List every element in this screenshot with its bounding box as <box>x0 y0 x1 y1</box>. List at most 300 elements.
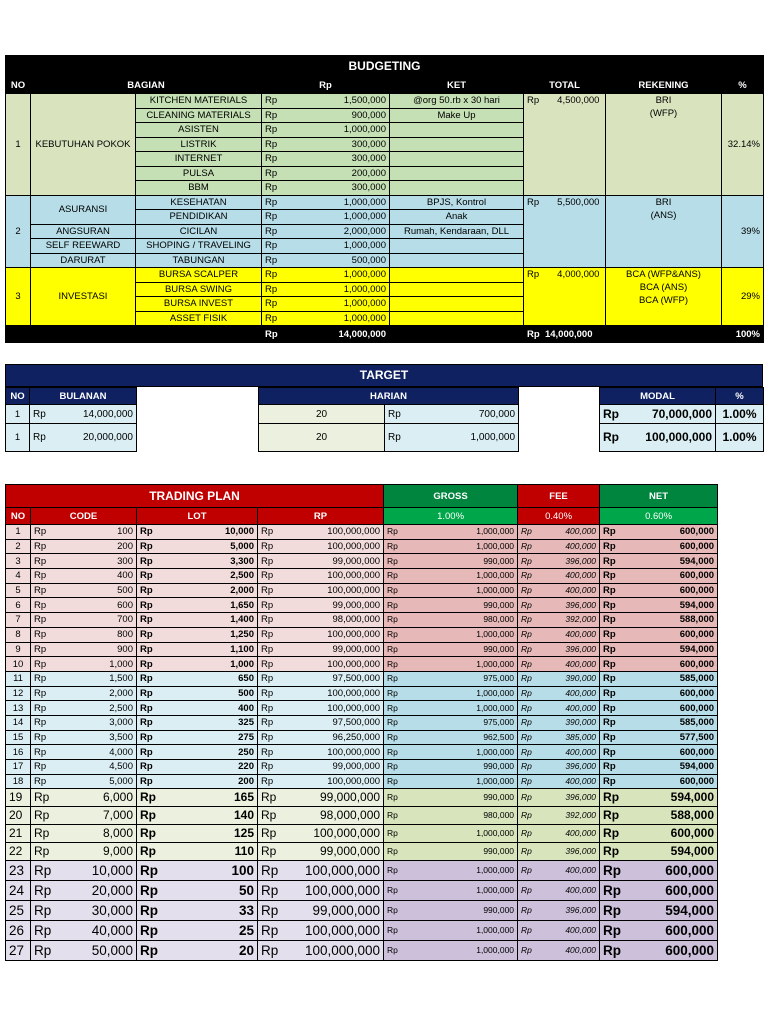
col-rp: Rp <box>262 77 390 94</box>
rp-cell <box>137 554 258 569</box>
rp-symbol: Rp <box>387 687 398 698</box>
rp-value: 1,000,000 <box>476 658 515 669</box>
rp-symbol: Rp <box>265 138 278 150</box>
rp-symbol: Rp <box>265 225 278 237</box>
rp-cell <box>262 108 390 123</box>
rp-symbol: Rp <box>261 776 274 788</box>
rp-value: 2,500 <box>109 702 133 714</box>
item-name: BURSA INVEST <box>136 297 262 312</box>
rp-value: 990,000 <box>483 599 515 610</box>
rp-symbol: Rp <box>387 731 398 742</box>
target-bulanan-table <box>5 387 137 452</box>
group-rekening <box>606 195 722 268</box>
trading-plan-table <box>5 484 718 961</box>
rp-symbol: Rp <box>140 555 153 567</box>
trade-no: 8 <box>6 627 31 642</box>
trade-no: 3 <box>6 554 31 569</box>
rp-cell <box>31 901 137 921</box>
rp-symbol: Rp <box>387 885 398 896</box>
rp-symbol: Rp <box>387 614 398 625</box>
rp-cell <box>262 195 390 210</box>
rp-cell <box>518 525 600 540</box>
group-sub-bagian: ASURANSI <box>31 195 136 224</box>
trade-col-lot: LOT <box>137 508 258 525</box>
rp-cell <box>262 152 390 167</box>
rp-value: 99,000,000 <box>332 599 381 611</box>
rp-value: 500 <box>238 687 254 699</box>
rp-symbol: Rp <box>34 658 47 670</box>
col-bagian: BAGIAN <box>31 77 262 94</box>
rp-value: 40,000 <box>91 923 133 939</box>
rp-cell <box>137 715 258 730</box>
rp-symbol: Rp <box>387 846 398 857</box>
rp-cell <box>137 598 258 613</box>
rp-cell <box>384 745 518 760</box>
rp-symbol: Rp <box>603 687 616 699</box>
rp-cell <box>384 760 518 775</box>
rp-cell <box>600 825 718 843</box>
rp-cell <box>137 613 258 628</box>
budget-row <box>6 94 764 109</box>
rp-symbol: Rp <box>265 254 278 266</box>
rp-cell <box>31 642 137 657</box>
rp-symbol: Rp <box>140 687 153 699</box>
trading-plan-title: TRADING PLAN <box>6 485 384 508</box>
rp-symbol: Rp <box>261 790 277 805</box>
rp-value: 1,000 <box>230 658 254 670</box>
rp-value: 100,000,000 <box>327 702 381 714</box>
rp-cell <box>262 297 390 312</box>
rp-value: 125 <box>233 826 254 841</box>
item-ket <box>390 166 524 181</box>
rp-symbol: Rp <box>34 731 47 743</box>
rp-value: 200,000 <box>351 167 386 179</box>
rp-symbol: Rp <box>261 761 274 773</box>
rp-cell <box>384 539 518 554</box>
rp-value: 975,000 <box>483 717 515 728</box>
rp-symbol: Rp <box>33 432 46 443</box>
rp-value: 1,000 <box>109 658 133 670</box>
trade-no: 9 <box>6 642 31 657</box>
rp-cell <box>600 642 718 657</box>
rp-symbol: Rp <box>521 643 532 654</box>
rp-symbol: Rp <box>265 124 278 136</box>
rp-symbol: Rp <box>265 109 278 121</box>
rp-value: 594,000 <box>670 844 715 859</box>
rp-symbol: Rp <box>265 167 278 179</box>
rp-symbol: Rp <box>34 746 47 758</box>
rp-cell <box>137 686 258 701</box>
item-ket <box>390 181 524 196</box>
rp-cell <box>262 239 390 254</box>
rp-cell <box>384 774 518 789</box>
rp-value: 20,000,000 <box>82 432 133 443</box>
rp-symbol: Rp <box>603 702 616 714</box>
rp-value: 4,000 <box>109 746 133 758</box>
rp-value: 7,000 <box>102 808 133 823</box>
rp-symbol: Rp <box>140 702 153 714</box>
rp-symbol: Rp <box>603 430 619 444</box>
rp-value: 2,000 <box>109 687 133 699</box>
rp-symbol: Rp <box>603 883 622 899</box>
rp-symbol: Rp <box>388 408 401 420</box>
rp-cell <box>518 627 600 642</box>
rp-cell <box>262 253 390 268</box>
rp-cell <box>600 774 718 789</box>
rp-cell <box>384 921 518 941</box>
rp-cell <box>384 789 518 807</box>
rp-symbol: Rp <box>140 883 158 899</box>
rp-symbol: Rp <box>34 826 50 841</box>
rp-value: 1,000,000 <box>476 526 515 537</box>
rp-symbol: Rp <box>261 570 274 582</box>
rp-symbol: Rp <box>261 702 274 714</box>
total-value: 4,500,000 <box>557 95 600 106</box>
rp-value: 1,400 <box>230 614 254 626</box>
trade-row <box>6 583 718 598</box>
target-title <box>5 364 763 387</box>
rp-value: 396,000 <box>565 905 597 916</box>
rp-symbol: Rp <box>603 731 616 743</box>
trade-row <box>6 539 718 554</box>
rp-cell <box>258 730 384 745</box>
rp-symbol: Rp <box>34 526 47 538</box>
rp-cell <box>31 715 137 730</box>
item-name: LISTRIK <box>136 137 262 152</box>
rp-value: 10,000 <box>91 863 133 879</box>
rp-value: 30,000 <box>91 903 133 919</box>
rp-value: 98,000,000 <box>319 808 381 823</box>
rp-value: 700,000 <box>478 408 516 420</box>
rp-symbol: Rp <box>261 643 274 655</box>
rp-symbol: Rp <box>603 599 616 611</box>
rekening-line: BRI <box>655 95 672 106</box>
rp-symbol: Rp <box>603 541 616 553</box>
rp-symbol: Rp <box>521 526 532 537</box>
rp-value: 8,000 <box>102 826 133 841</box>
rp-symbol: Rp <box>387 865 398 876</box>
rp-value: 1,000,000 <box>343 240 386 252</box>
rp-value: 99,000,000 <box>319 844 381 859</box>
rp-value: 200 <box>238 776 254 788</box>
rp-value: 800 <box>117 629 133 641</box>
rekening-line: BCA (ANS) <box>639 282 688 293</box>
trade-row <box>6 613 718 628</box>
item-ket: Make Up <box>390 108 524 123</box>
fee-pct: 0.40% <box>518 508 600 525</box>
rp-value: 99,000,000 <box>332 555 381 567</box>
rp-value: 250 <box>238 746 254 758</box>
rp-value: 392,000 <box>565 614 597 625</box>
rp-symbol: Rp <box>140 658 153 670</box>
trade-row <box>6 881 718 901</box>
rp-value: 325 <box>238 717 254 729</box>
trade-row <box>6 657 718 672</box>
total-value: 5,500,000 <box>557 196 600 208</box>
rp-cell <box>518 807 600 825</box>
rp-cell <box>258 789 384 807</box>
rp-value: 1,000,000 <box>476 570 515 581</box>
item-name: ASISTEN <box>136 123 262 138</box>
rp-value: 96,250,000 <box>332 731 381 743</box>
rp-value: 100,000,000 <box>304 923 381 939</box>
rp-symbol: Rp <box>34 599 47 611</box>
footer-rek <box>606 326 722 343</box>
rp-cell <box>30 424 137 452</box>
rp-cell <box>600 843 718 861</box>
rp-symbol: Rp <box>261 826 277 841</box>
rp-cell <box>31 861 137 881</box>
rp-symbol: Rp <box>521 687 532 698</box>
rp-value: 50,000 <box>91 943 133 959</box>
rp-symbol: Rp <box>140 731 153 743</box>
trade-row <box>6 554 718 569</box>
rp-symbol: Rp <box>34 863 52 879</box>
item-ket <box>390 152 524 167</box>
rp-symbol: Rp <box>265 211 278 223</box>
trade-row <box>6 598 718 613</box>
rp-value: 97,500,000 <box>332 717 381 729</box>
rp-symbol: Rp <box>140 826 156 841</box>
rp-symbol: Rp <box>387 828 398 839</box>
rp-cell <box>518 941 600 961</box>
rp-cell <box>31 525 137 540</box>
trade-no: 17 <box>6 760 31 775</box>
rp-cell <box>518 921 600 941</box>
trade-row <box>6 569 718 584</box>
item-name: ASSET FISIK <box>136 311 262 326</box>
rp-cell <box>384 715 518 730</box>
rp-value: 5,000 <box>109 776 133 788</box>
target-harian-days: 20 <box>259 424 385 452</box>
rp-cell <box>518 745 600 760</box>
rp-cell <box>258 921 384 941</box>
rp-cell <box>600 921 718 941</box>
rp-cell <box>262 94 390 109</box>
trade-no: 15 <box>6 730 31 745</box>
rp-value: 2,000,000 <box>343 225 386 237</box>
rp-cell <box>384 901 518 921</box>
rp-cell <box>258 881 384 901</box>
trade-no: 25 <box>6 901 31 921</box>
rp-cell <box>31 843 137 861</box>
rp-cell <box>258 598 384 613</box>
rp-value: 9,000 <box>102 844 133 859</box>
rp-symbol: Rp <box>387 746 398 757</box>
rp-symbol: Rp <box>387 673 398 684</box>
target-modal-row <box>600 424 764 452</box>
rp-symbol: Rp <box>527 196 540 208</box>
rp-cell <box>137 774 258 789</box>
rp-symbol: Rp <box>140 526 153 538</box>
rp-symbol: Rp <box>521 717 532 728</box>
rp-symbol: Rp <box>521 776 532 787</box>
rp-cell <box>384 583 518 598</box>
rekening-line: (WFP) <box>649 108 678 119</box>
rp-value: 585,000 <box>679 673 715 685</box>
rp-symbol: Rp <box>387 905 398 916</box>
rp-symbol: Rp <box>387 570 398 581</box>
rp-symbol: Rp <box>261 731 274 743</box>
rp-cell <box>137 569 258 584</box>
rp-cell <box>518 701 600 716</box>
item-ket: Rumah, Kendaraan, DLL <box>390 224 524 239</box>
rp-symbol: Rp <box>140 923 158 939</box>
rp-value: 962,500 <box>483 731 515 742</box>
rp-value: 396,000 <box>565 643 597 654</box>
rp-cell <box>137 701 258 716</box>
rp-value: 1,000,000 <box>476 776 515 787</box>
rp-symbol: Rp <box>140 629 153 641</box>
rp-cell <box>600 760 718 775</box>
rp-symbol: Rp <box>603 844 620 859</box>
rp-symbol: Rp <box>34 585 47 597</box>
rp-value: 100,000,000 <box>327 658 381 670</box>
item-name: CLEANING MATERIALS <box>136 108 262 123</box>
rp-cell <box>31 598 137 613</box>
trade-no: 13 <box>6 701 31 716</box>
col-ket: KET <box>390 77 524 94</box>
rp-value: 990,000 <box>483 846 515 857</box>
target-harian-table <box>258 387 519 452</box>
trade-row <box>6 627 718 642</box>
rp-symbol: Rp <box>603 826 620 841</box>
rp-value: 600,000 <box>679 526 715 538</box>
rp-symbol: Rp <box>140 808 156 823</box>
rp-cell <box>518 881 600 901</box>
rp-value: 1,000,000 <box>476 702 515 713</box>
rp-cell <box>137 627 258 642</box>
rp-cell <box>600 686 718 701</box>
rp-cell <box>31 613 137 628</box>
rp-symbol: Rp <box>521 658 532 669</box>
rp-value: 20 <box>238 943 254 959</box>
trade-no: 11 <box>6 671 31 686</box>
rp-cell <box>137 730 258 745</box>
item-name: BURSA SWING <box>136 282 262 297</box>
rp-cell <box>31 730 137 745</box>
rp-symbol: Rp <box>387 717 398 728</box>
rp-value: 100,000,000 <box>313 826 381 841</box>
rp-symbol: Rp <box>387 585 398 596</box>
item-ket <box>390 297 524 312</box>
rp-cell <box>31 881 137 901</box>
rp-value: 600,000 <box>679 776 715 788</box>
rp-symbol: Rp <box>140 903 158 919</box>
rp-symbol: Rp <box>388 432 401 443</box>
rp-cell <box>600 901 718 921</box>
trade-no: 18 <box>6 774 31 789</box>
trade-row <box>6 715 718 730</box>
rp-value: 400,000 <box>565 702 597 713</box>
rp-symbol: Rp <box>603 746 616 758</box>
rp-value: 600,000 <box>679 570 715 582</box>
rp-value: 1,100 <box>230 643 254 655</box>
rp-value: 50 <box>238 883 254 899</box>
rp-cell <box>137 861 258 881</box>
rp-symbol: Rp <box>527 269 540 280</box>
group-no: 1 <box>6 94 31 196</box>
rp-symbol: Rp <box>140 643 153 655</box>
rp-cell <box>384 671 518 686</box>
rp-value: 500,000 <box>351 254 386 266</box>
rp-symbol: Rp <box>140 673 153 685</box>
rp-cell <box>384 569 518 584</box>
rp-value: 400,000 <box>565 776 597 787</box>
rp-symbol: Rp <box>387 658 398 669</box>
col-pct: % <box>722 77 764 94</box>
rp-value: 70,000,000 <box>651 406 712 421</box>
rp-symbol: Rp <box>603 643 616 655</box>
rp-value: 400 <box>117 570 133 582</box>
rp-cell <box>262 166 390 181</box>
rp-cell <box>258 941 384 961</box>
rp-symbol: Rp <box>603 761 616 773</box>
rp-symbol: Rp <box>603 406 619 421</box>
rp-value: 1,000,000 <box>343 298 386 310</box>
group-sub-bagian: DARURAT <box>31 253 136 268</box>
rekening-line: (ANS) <box>650 209 677 221</box>
rp-cell <box>518 569 600 584</box>
rp-symbol: Rp <box>603 790 620 805</box>
rp-symbol: Rp <box>261 746 274 758</box>
rp-cell <box>384 730 518 745</box>
rp-cell <box>384 825 518 843</box>
trade-row <box>6 774 718 789</box>
rp-symbol: Rp <box>521 828 532 839</box>
rekening-line: BCA (WFP) <box>638 295 689 306</box>
rp-cell <box>262 137 390 152</box>
rp-value: 600,000 <box>679 687 715 699</box>
trade-row <box>6 921 718 941</box>
rp-value: 97,500,000 <box>332 673 381 685</box>
group-no: 3 <box>6 268 31 326</box>
rp-cell <box>518 730 600 745</box>
rp-symbol: Rp <box>521 614 532 625</box>
group-pct: 29% <box>722 268 764 326</box>
rp-cell <box>31 569 137 584</box>
item-ket <box>390 311 524 326</box>
rp-value: 900 <box>117 643 133 655</box>
rp-cell <box>31 921 137 941</box>
rp-symbol: Rp <box>387 792 398 803</box>
rp-value: 2,500 <box>230 570 254 582</box>
trade-no: 10 <box>6 657 31 672</box>
rp-cell <box>600 730 718 745</box>
rp-symbol: Rp <box>603 923 622 939</box>
rp-cell <box>518 774 600 789</box>
footer-blank <box>6 326 262 343</box>
target-no: 1 <box>6 405 30 424</box>
rp-value: 600,000 <box>665 863 715 879</box>
rp-cell <box>31 825 137 843</box>
rp-cell <box>384 843 518 861</box>
trade-col-no: NO <box>6 508 31 525</box>
rp-symbol: Rp <box>387 925 398 936</box>
rp-cell <box>600 671 718 686</box>
rp-cell <box>518 554 600 569</box>
rp-cell <box>262 311 390 326</box>
rp-value: 6,000 <box>102 790 133 805</box>
rp-value: 100,000,000 <box>327 687 381 699</box>
rp-symbol: Rp <box>34 555 47 567</box>
rp-value: 1,000,000 <box>476 925 515 936</box>
rp-cell <box>518 715 600 730</box>
rp-cell <box>31 941 137 961</box>
rp-symbol: Rp <box>265 95 278 107</box>
trade-no: 4 <box>6 569 31 584</box>
rp-cell <box>600 789 718 807</box>
